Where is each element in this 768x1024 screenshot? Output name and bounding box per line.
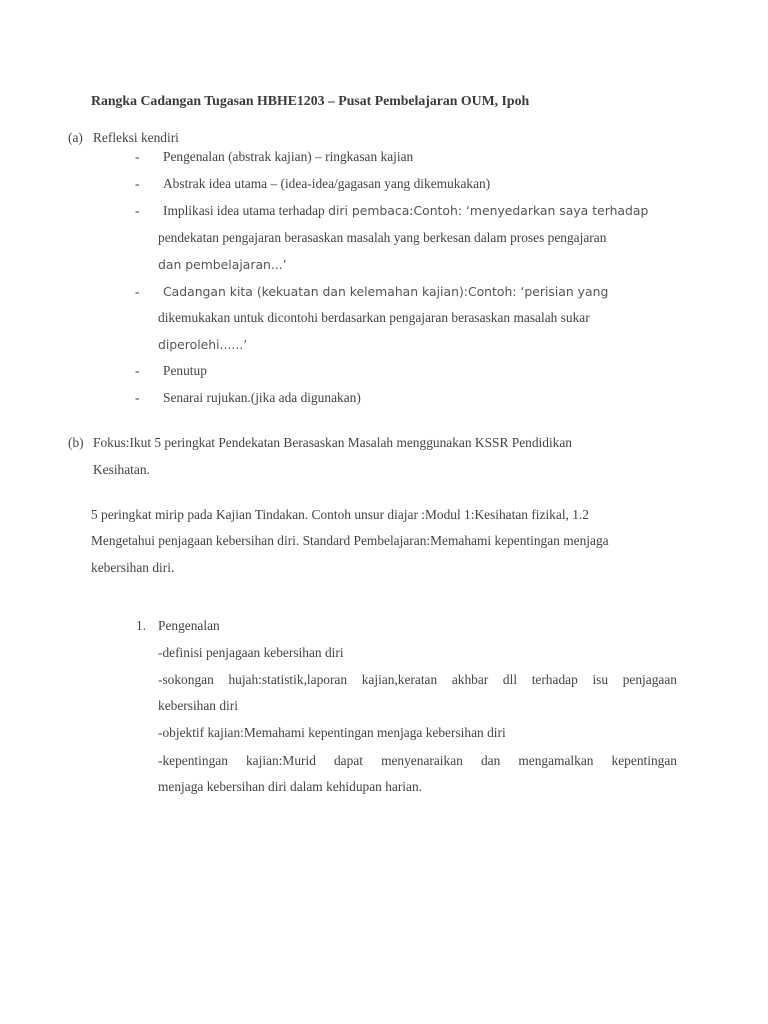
section-b-line1: Fokus:Ikut 5 peringkat Pendekatan Berasaskan Masalah menggunakan KSSR Pendidikan <box>93 435 573 450</box>
objektif-line: -objektif kajian:Memahami kepentingan menjaga kebersihan diri <box>158 725 506 740</box>
sokongan-line2: kebersihan diri <box>158 698 238 713</box>
list-item-cadangan-line3: diperolehi......’ <box>158 337 248 352</box>
section-a-label: (a) <box>68 130 83 145</box>
list-item-implikasi-line2: pendekatan pengajaran berasaskan masalah yang berkesan dalam proses pengajaran <box>158 230 607 245</box>
list-item-implikasi-part2: diri pembaca:Contoh: ‘menyedarkan saya terhadap <box>328 203 649 218</box>
paragraph-line2: Mengetahui penjagaan kebersihan diri. Standard Pembelajaran:Memahami kepentingan menjaga <box>91 533 609 548</box>
word: kajian:Murid <box>245 753 316 768</box>
word: dll <box>502 672 518 687</box>
list-dash: - <box>135 363 140 378</box>
paragraph-line3: kebersihan diri. <box>91 560 175 575</box>
section-b-line2: Kesihatan. <box>93 462 150 477</box>
list-item-implikasi <box>163 203 648 219</box>
paragraph-line1: 5 peringkat mirip pada Kajian Tindakan. Contoh unsur diajar :Modul 1:Kesihatan fizikal, 1.2 <box>91 507 589 522</box>
word: menyenaraikan <box>381 753 463 768</box>
list-item-senarai-rujukan: Senarai rujukan.(jika ada digunakan) <box>163 390 361 405</box>
word: -sokongan <box>158 672 214 687</box>
list-dash: - <box>135 203 140 218</box>
list-item-implikasi-line3: dan pembelajaran...’ <box>158 257 287 272</box>
word: penjagaan <box>622 672 677 687</box>
list-dash: - <box>135 390 140 405</box>
kepentingan-line <box>158 753 677 769</box>
section-a-heading: Refleksi kendiri <box>93 130 179 145</box>
document-title: Rangka Cadangan Tugasan HBHE1203 – Pusat Pembelajaran OUM, Ipoh <box>91 93 530 108</box>
word: isu <box>592 672 609 687</box>
word: dapat <box>333 753 363 768</box>
list-item-cadangan-line2: dikemukakan untuk dicontohi berdasarkan pengajaran berasaskan masalah sukar <box>158 310 590 325</box>
list-dash: - <box>135 176 140 191</box>
word: hujah:statistik,laporan <box>228 672 348 687</box>
list-dash: - <box>135 149 140 164</box>
list-item-implikasi-part1: Implikasi idea utama terhadap <box>163 203 329 218</box>
list-item-cadangan: Cadangan kita (kekuatan dan kelemahan kajian):Contoh: ‘perisian yang <box>163 284 609 299</box>
word: kepentingan <box>611 753 677 768</box>
kepentingan-line2: menjaga kebersihan diri dalam kehidupan harian. <box>158 779 422 794</box>
word: dan <box>480 753 501 768</box>
list-item-penutup: Penutup <box>163 363 207 378</box>
word: terhadap <box>531 672 578 687</box>
list-dash: - <box>135 284 140 299</box>
word: kajian,keratan <box>361 672 438 687</box>
sokongan-line <box>158 672 677 688</box>
word: -kepentingan <box>158 753 228 768</box>
numbered-item-number: 1. <box>136 618 147 633</box>
word: mengamalkan <box>518 753 594 768</box>
section-b-label: (b) <box>68 435 84 450</box>
numbered-item-heading: Pengenalan <box>158 618 220 633</box>
list-item-pengenalan: Pengenalan (abstrak kajian) – ringkasan kajian <box>163 149 414 164</box>
list-item-abstrak: Abstrak idea utama – (idea-idea/gagasan yang dikemukakan) <box>163 176 491 191</box>
word: akhbar <box>451 672 489 687</box>
definisi-line: -definisi penjagaan kebersihan diri <box>158 645 344 660</box>
